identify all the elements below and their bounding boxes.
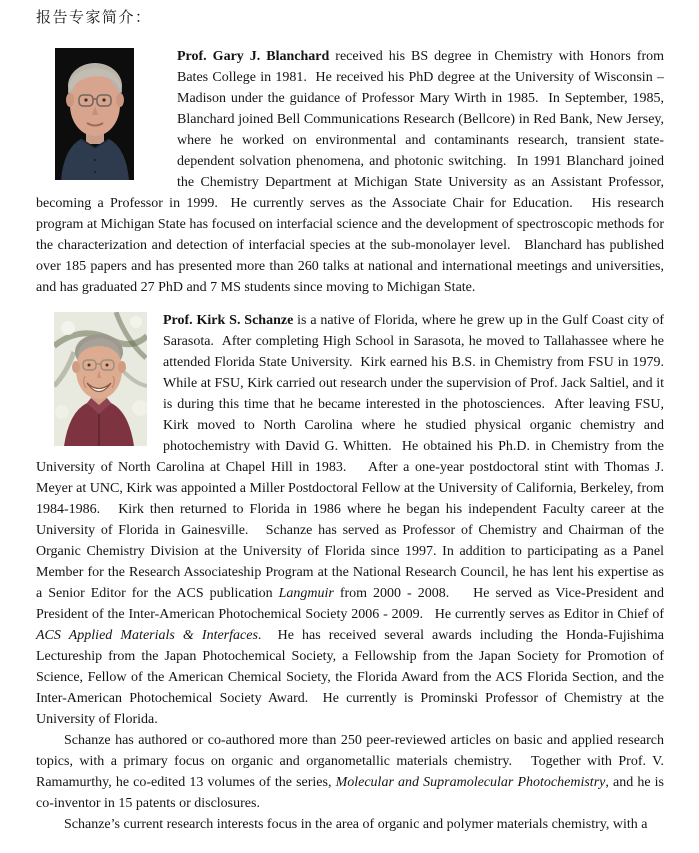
text-run: Prof. Kirk S. Schanze (163, 313, 294, 328)
bio-section-blanchard (36, 46, 668, 298)
page-title: 报告专家简介： (36, 10, 152, 26)
text-run: , and he is co-inventor in 15 patents or disclosures. (36, 775, 668, 811)
text-run: from 2000 - 2008. He served as Vice-President and President of the Inter-American Photochemical Society 2006 - 2009. He currently serves as Editor in Chief of (36, 586, 668, 622)
text-run: Prof. Gary J. Blanchard (177, 49, 330, 64)
bio-section-schanze (36, 310, 675, 835)
schanze-portrait-photo (54, 312, 147, 446)
text-run: . He has received several awards including the Honda-Fujishima Lectureship from the Japan Photochemical Society, a Fellowship from the Japan Society for Promotion of Science, Fellow of the American Chemical Society, the Florida Award from the ACS Florida Section, and the Inter-American Photochemical Society Award. He currently is Prominski Professor of Chemistry at the University of Florida. (36, 628, 668, 727)
blanchard-portrait-graphic (55, 48, 134, 180)
text-run: received his BS degree in Chemistry with Honors from Bates College in 1981. He received his PhD degree at the University of Wisconsin – Madison under the guidance of Professor Mary Wirth in 1985. In September, 1985, Blanchard joined Bell Communications Research (Bellcore) in Red Bank, New Jersey, where he worked on environmental and contaminants research, transient state-dependent solvation phenomena, and photonic switching. In 1991 Blanchard joined the Chemistry Department at Michigan State University as an Assistant Professor, becoming a Professor in 1999. He currently serves as the Associate Chair for Education. His research program at Michigan State has focused on interfacial science and the development of spectroscopic methods for the characterization and detection of interfacial species at the sub-monolayer level. Blanchard has published over 185 papers and has presented more than 260 talks at national and international meetings and universities, and has graduated 27 PhD and 7 MS students since moving to Michigan State. (36, 49, 668, 295)
text-run: Schanze’s current research interests focus in the area of organic and polymer materials chemistry, with a (64, 817, 648, 832)
text-run: Schanze has authored or co-authored more than 250 peer-reviewed articles on basic and applied research topics, with a primary focus on organic and organometallic materials chemistry. Together with Prof. V. Ramamurthy, he co-edited 13 volumes of the series, (36, 733, 668, 790)
text-run: ACS Applied Materials & Interfaces (36, 628, 258, 643)
text-run: Langmuir (278, 586, 334, 601)
text-run: Molecular and Supramolecular Photochemistry (335, 775, 606, 790)
schanze-publications-paragraph (36, 730, 668, 814)
schanze-research-paragraph (36, 814, 664, 835)
blanchard-portrait-photo (55, 48, 134, 180)
schanze-portrait-graphic (54, 312, 147, 446)
text-run: is a native of Florida, where he grew up in the Gulf Coast city of Sarasota. After completing High School in Sarasota, he moved to Tallahassee where he attended Florida State University. Kirk earned his B.S. in Chemistry from FSU in 1979. While at FSU, Kirk carried out research under the supervision of Prof. Jack Saltiel, and it is during this time that he became interested in the photosciences. After leaving FSU, Kirk moved to North Carolina where he studied physical organic chemistry and photochemistry with David G. Whitten. He obtained his Ph.D. in Chemistry from the University of North Carolina at Chapel Hill in 1983. After a one-year postdoctoral stint with Thomas J. Meyer at UNC, Kirk was appointed a Miller Postdoctoral Fellow at the University of California, Berkeley, from 1984-1986. Kirk then returned to Florida in 1986 where he began his independent Faculty career at the University of Florida in Gainesville. Schanze has served as Professor of Chemistry and Chairman of the Organic Chemistry Division at the University of Florida since 1997. In addition to participating as a Panel Member for the Research Associateship Program at the National Research Council, he has lent his expertise as a Senior Editor for the ACS publication (36, 313, 675, 601)
